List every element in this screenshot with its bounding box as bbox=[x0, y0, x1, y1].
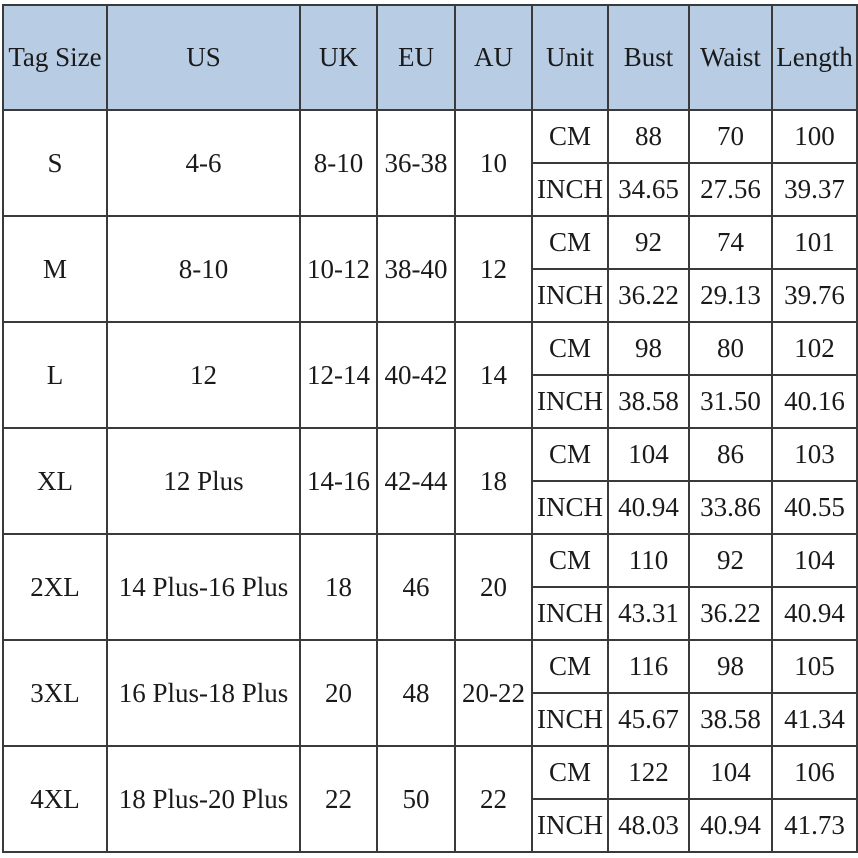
length-cell: 104 bbox=[772, 534, 857, 587]
au-size-cell: 12 bbox=[455, 216, 532, 322]
unit-cell: CM bbox=[532, 110, 608, 163]
length-cell: 40.55 bbox=[772, 481, 857, 534]
length-cell: 39.76 bbox=[772, 269, 857, 322]
waist-cell: 27.56 bbox=[689, 163, 772, 216]
bust-cell: 45.67 bbox=[608, 693, 689, 746]
waist-cell: 70 bbox=[689, 110, 772, 163]
length-cell: 103 bbox=[772, 428, 857, 481]
tag-size-cell: XL bbox=[3, 428, 107, 534]
length-cell: 106 bbox=[772, 746, 857, 799]
unit-cell: CM bbox=[532, 428, 608, 481]
length-cell: 41.34 bbox=[772, 693, 857, 746]
waist-cell: 104 bbox=[689, 746, 772, 799]
bust-cell: 98 bbox=[608, 322, 689, 375]
us-size-cell: 18 Plus-20 Plus bbox=[107, 746, 300, 852]
header-unit: Unit bbox=[532, 5, 608, 110]
waist-cell: 98 bbox=[689, 640, 772, 693]
table-row bbox=[3, 534, 857, 587]
length-cell: 40.16 bbox=[772, 375, 857, 428]
us-size-cell: 14 Plus-16 Plus bbox=[107, 534, 300, 640]
bust-cell: 34.65 bbox=[608, 163, 689, 216]
tag-size-cell: M bbox=[3, 216, 107, 322]
au-size-cell: 20-22 bbox=[455, 640, 532, 746]
eu-size-cell: 50 bbox=[377, 746, 455, 852]
tag-size-cell: S bbox=[3, 110, 107, 216]
unit-cell: INCH bbox=[532, 799, 608, 852]
eu-size-cell: 48 bbox=[377, 640, 455, 746]
bust-cell: 40.94 bbox=[608, 481, 689, 534]
au-size-cell: 18 bbox=[455, 428, 532, 534]
waist-cell: 80 bbox=[689, 322, 772, 375]
header-row bbox=[3, 5, 857, 110]
header-length: Length bbox=[772, 5, 857, 110]
waist-cell: 29.13 bbox=[689, 269, 772, 322]
uk-size-cell: 14-16 bbox=[300, 428, 377, 534]
unit-cell: CM bbox=[532, 746, 608, 799]
bust-cell: 43.31 bbox=[608, 587, 689, 640]
unit-cell: INCH bbox=[532, 693, 608, 746]
length-cell: 39.37 bbox=[772, 163, 857, 216]
us-size-cell: 4-6 bbox=[107, 110, 300, 216]
au-size-cell: 14 bbox=[455, 322, 532, 428]
us-size-cell: 8-10 bbox=[107, 216, 300, 322]
tag-size-cell: 2XL bbox=[3, 534, 107, 640]
unit-cell: CM bbox=[532, 322, 608, 375]
unit-cell: INCH bbox=[532, 481, 608, 534]
size-chart-table bbox=[2, 4, 858, 853]
us-size-cell: 16 Plus-18 Plus bbox=[107, 640, 300, 746]
header-uk: UK bbox=[300, 5, 377, 110]
waist-cell: 33.86 bbox=[689, 481, 772, 534]
table-row bbox=[3, 110, 857, 163]
waist-cell: 86 bbox=[689, 428, 772, 481]
bust-cell: 122 bbox=[608, 746, 689, 799]
waist-cell: 40.94 bbox=[689, 799, 772, 852]
uk-size-cell: 18 bbox=[300, 534, 377, 640]
bust-cell: 48.03 bbox=[608, 799, 689, 852]
bust-cell: 116 bbox=[608, 640, 689, 693]
eu-size-cell: 42-44 bbox=[377, 428, 455, 534]
au-size-cell: 10 bbox=[455, 110, 532, 216]
us-size-cell: 12 bbox=[107, 322, 300, 428]
header-eu: EU bbox=[377, 5, 455, 110]
length-cell: 40.94 bbox=[772, 587, 857, 640]
bust-cell: 38.58 bbox=[608, 375, 689, 428]
unit-cell: CM bbox=[532, 534, 608, 587]
unit-cell: INCH bbox=[532, 269, 608, 322]
header-au: AU bbox=[455, 5, 532, 110]
bust-cell: 104 bbox=[608, 428, 689, 481]
unit-cell: CM bbox=[532, 216, 608, 269]
uk-size-cell: 20 bbox=[300, 640, 377, 746]
au-size-cell: 22 bbox=[455, 746, 532, 852]
eu-size-cell: 46 bbox=[377, 534, 455, 640]
length-cell: 105 bbox=[772, 640, 857, 693]
bust-cell: 92 bbox=[608, 216, 689, 269]
waist-cell: 74 bbox=[689, 216, 772, 269]
length-cell: 101 bbox=[772, 216, 857, 269]
tag-size-cell: 3XL bbox=[3, 640, 107, 746]
length-cell: 100 bbox=[772, 110, 857, 163]
unit-cell: INCH bbox=[532, 163, 608, 216]
tag-size-cell: 4XL bbox=[3, 746, 107, 852]
table-row bbox=[3, 322, 857, 375]
au-size-cell: 20 bbox=[455, 534, 532, 640]
table-row bbox=[3, 746, 857, 799]
header-waist: Waist bbox=[689, 5, 772, 110]
header-bust: Bust bbox=[608, 5, 689, 110]
uk-size-cell: 22 bbox=[300, 746, 377, 852]
waist-cell: 38.58 bbox=[689, 693, 772, 746]
bust-cell: 110 bbox=[608, 534, 689, 587]
unit-cell: INCH bbox=[532, 375, 608, 428]
uk-size-cell: 8-10 bbox=[300, 110, 377, 216]
bust-cell: 36.22 bbox=[608, 269, 689, 322]
unit-cell: CM bbox=[532, 640, 608, 693]
waist-cell: 36.22 bbox=[689, 587, 772, 640]
waist-cell: 92 bbox=[689, 534, 772, 587]
eu-size-cell: 40-42 bbox=[377, 322, 455, 428]
table-row bbox=[3, 428, 857, 481]
length-cell: 102 bbox=[772, 322, 857, 375]
waist-cell: 31.50 bbox=[689, 375, 772, 428]
tag-size-cell: L bbox=[3, 322, 107, 428]
us-size-cell: 12 Plus bbox=[107, 428, 300, 534]
eu-size-cell: 38-40 bbox=[377, 216, 455, 322]
table-row bbox=[3, 216, 857, 269]
header-us: US bbox=[107, 5, 300, 110]
length-cell: 41.73 bbox=[772, 799, 857, 852]
eu-size-cell: 36-38 bbox=[377, 110, 455, 216]
uk-size-cell: 10-12 bbox=[300, 216, 377, 322]
table-row bbox=[3, 640, 857, 693]
header-tag-size: Tag Size bbox=[3, 5, 107, 110]
uk-size-cell: 12-14 bbox=[300, 322, 377, 428]
bust-cell: 88 bbox=[608, 110, 689, 163]
unit-cell: INCH bbox=[532, 587, 608, 640]
